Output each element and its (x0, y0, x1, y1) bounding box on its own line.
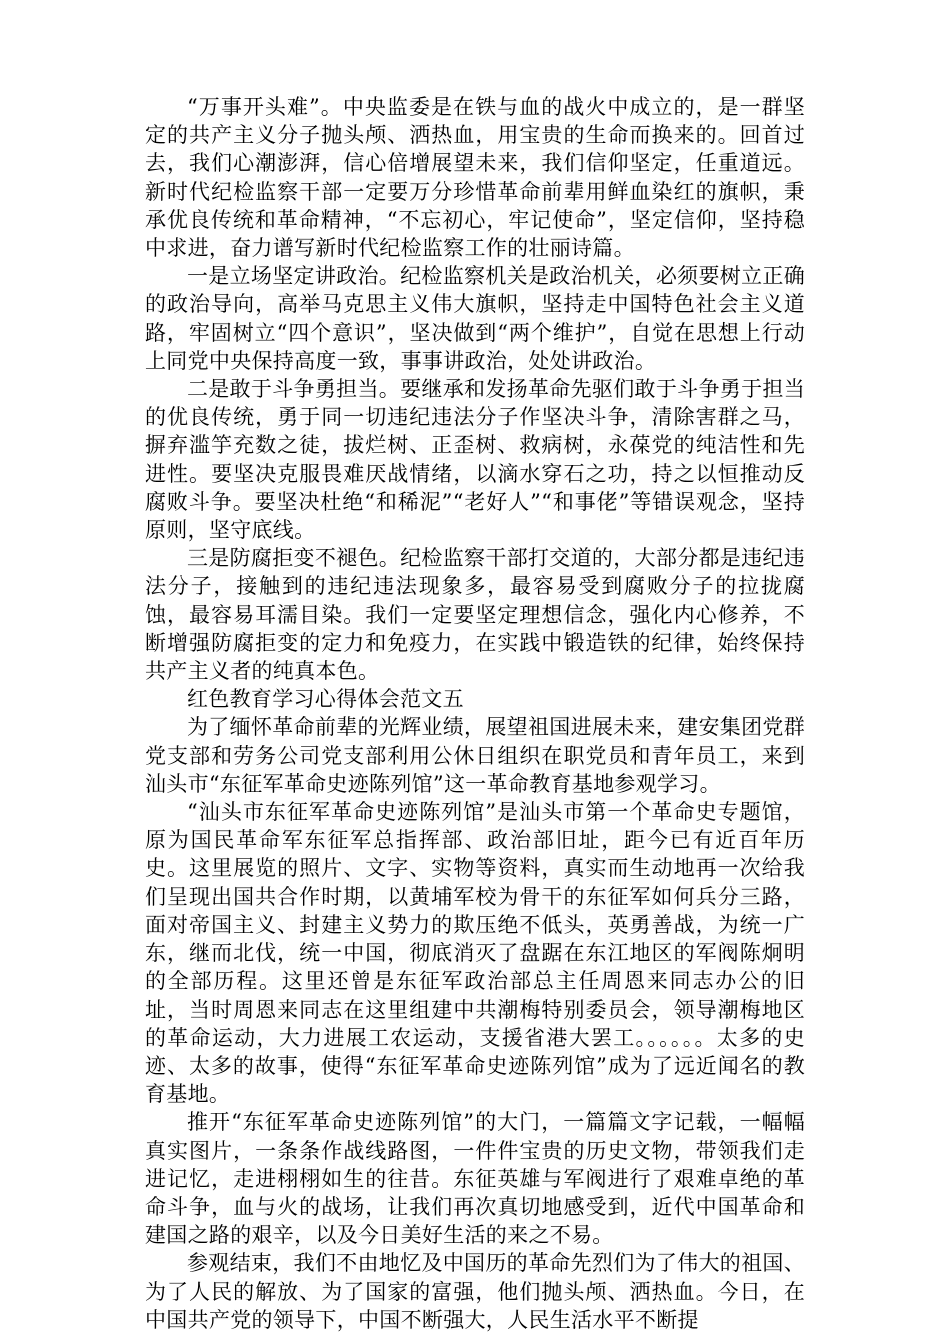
section-heading: 红色教育学习心得体会范文五 (187, 687, 464, 712)
document-page (145, 93, 805, 1334)
paragraph-intro: “万事开头难”。中央监委是在铁与血的战火中成立的，是一群坚定的共产主义分子抛头颅、洒热血，用宝贵的生命而换来的。回首过去，我们心潮澎湃，信心倍增展望未来，我们信仰坚定，任重道远。新时代纪检监察干部一定要万分珍惜革命前辈用鲜血染红的旗帜，秉承优良传统和革命精神，“不忘初心，牢记使命”，坚定信仰，坚持稳中求进，奋力谱写新时代纪检监察工作的壮丽诗篇。 (145, 95, 805, 261)
paragraph-visit-intro: 为了缅怀革命前辈的光辉业绩，展望祖国进展未来，建安集团党群党支部和劳务公司党支部利用公休日组织在职党员和青年员工，来到汕头市“东征军革命史迹陈列馆”这一革命教育基地参观学习。 (145, 715, 805, 796)
paragraph-point-one: 一是立场坚定讲政治。纪检监察机关是政治机关，必须要树立正确的政治导向，高举马克思主义伟大旗帜，坚持走中国特色社会主义道路，牢固树立“四个意识”，坚决做到“两个维护”，自觉在思想上行动上同党中央保持高度一致，事事讲政治，处处讲政治。 (145, 264, 805, 373)
paragraph-point-three: 三是防腐拒变不褪色。纪检监察干部打交道的，大部分都是违纪违法分子，接触到的违纪违法现象多，最容易受到腐败分子的拉拢腐蚀，最容易耳濡目染。我们一定要坚定理想信念，强化内心修养，不断增强防腐拒变的定力和免疫力，在实践中锻造铁的纪律，始终保持共产主义者的纯真本色。 (145, 546, 805, 684)
paragraph-museum-tour: 推开“东征军革命史迹陈列馆”的大门，一篇篇文字记载，一幅幅真实图片，一条条作战线路图，一件件宝贵的历史文物，带领我们走进记忆，走进栩栩如生的往昔。东征英雄与军阀进行了艰难卓绝的革命斗争，血与火的战场，让我们再次真切地感受到，近代中国革命和建国之路的艰辛，以及今日美好生活的来之不易。 (145, 1110, 805, 1248)
paragraph-museum-history: “汕头市东征军革命史迹陈列馆”是汕头市第一个革命史专题馆，原为国民革命军东征军总指挥部、政治部旧址，距今已有近百年历史。这里展览的照片、文字、实物等资料，真实而生动地再一次给我们呈现出国共合作时期，以黄埔军校为骨干的东征军如何兵分三路，面对帝国主义、封建主义势力的欺压绝不低头，英勇善战，为统一广东，继而北伐，统一中国，彻底消灭了盘踞在东江地区的军阀陈炯明的全部历程。这里还曾是东征军政治部总主任周恩来同志办公的旧址，当时周恩来同志在这里组建中共潮梅特别委员会，领导潮梅地区的革命运动，大力进展工农运动，支援省港大罢工。。。。。。太多的史迹、太多的故事，使得“东征军革命史迹陈列馆”成为了远近闻名的教育基地。 (145, 800, 805, 1107)
paragraph-point-two: 二是敢于斗争勇担当。要继承和发扬革命先驱们敢于斗争勇于担当的优良传统，勇于同一切违纪违法分子作坚决斗争，清除害群之马，摒弃滥竽充数之徒，拔烂树、正歪树、救病树，永葆党的纯洁性和先进性。要坚决克服畏难厌战情绪，以滴水穿石之功，持之以恒推动反腐败斗争。要坚决杜绝“和稀泥”“老好人”“和事佬”等错误观念，坚持原则，坚守底线。 (145, 377, 805, 543)
paragraph-reflection: 参观结束，我们不由地忆及中国历的革命先烈们为了伟大的祖国、为了人民的解放、为了国家的富强，他们抛头颅、洒热血。今日，在中国共产党的领导下，中国不断强大，人民生活水平不断提 (145, 1251, 805, 1332)
